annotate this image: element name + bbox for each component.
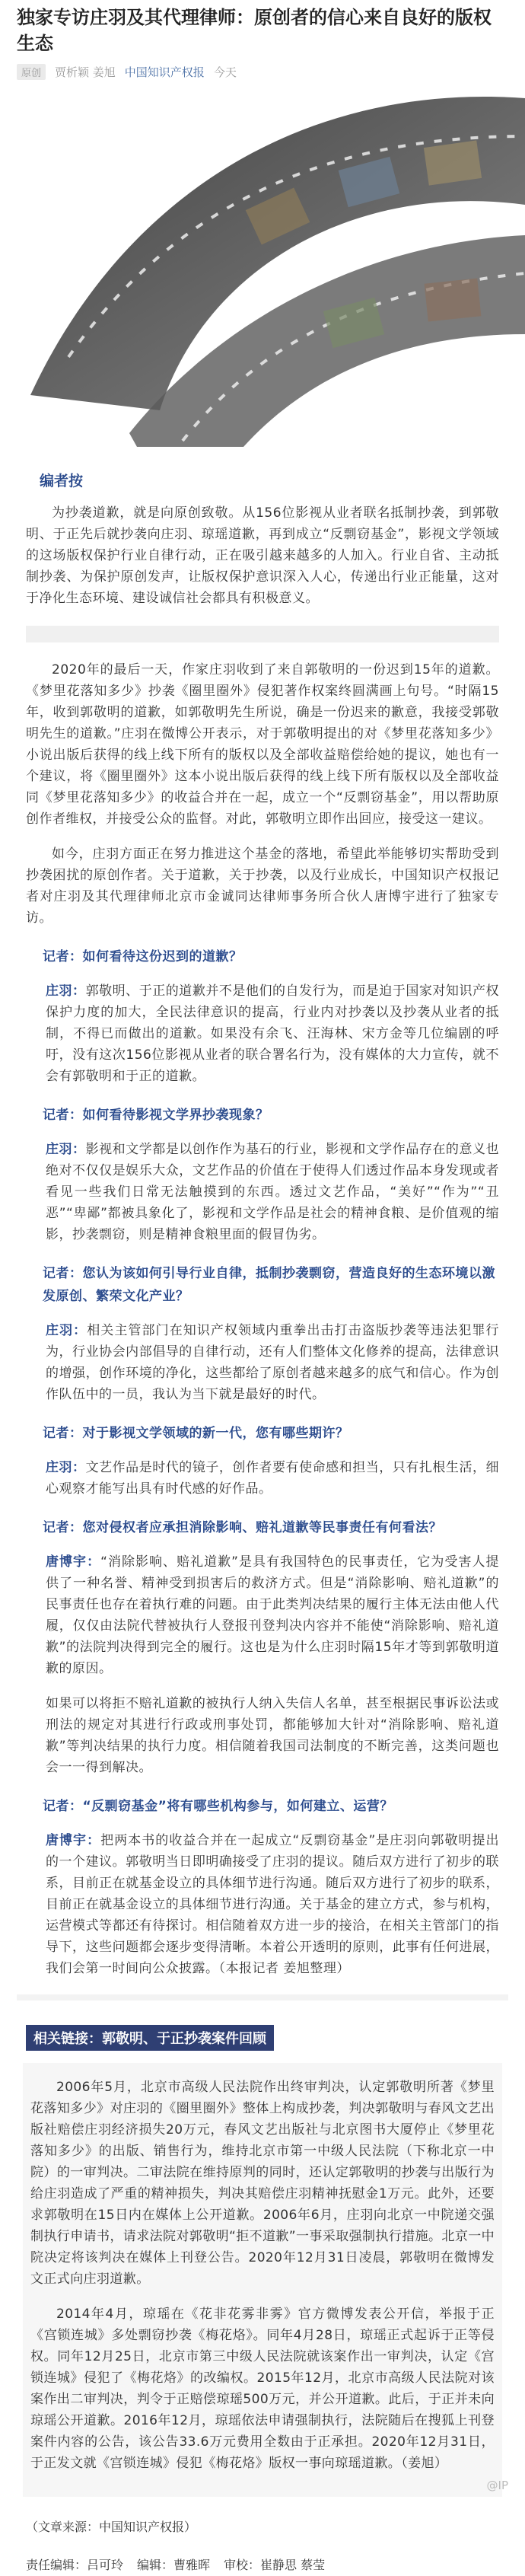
hero-image xyxy=(0,91,525,447)
original-tag: 原创 xyxy=(17,64,46,80)
speaker: 庄羽： xyxy=(46,984,86,999)
answer-text: 相关主管部门在知识产权领域内重拳出击打击盗版抄袭等违法犯罪行为，行业协会内部倡导的自律行动，还有人们整体文化修养的提高，法律意识的增强，创作环境的净化，这些都给了原创者越来越多的底气和信心。作为创作队伍中的一员，我认为当下就是最好的时代。 xyxy=(46,1323,499,1402)
related-heading: 相关链接：郭敬明、于正抄袭案件回顾 xyxy=(26,2025,274,2051)
answer-text: 如果可以将拒不赔礼道歉的被执行人纳入失信人名单，甚至根据民事诉讼法或刑法的规定对其进行行政或刑事处罚，都能够加大针对“消除影响、赔礼道歉”等判决结果的执行力度。相信随着我国司法制度的不断完善，这类问题也会一一得到解决。 xyxy=(46,1696,499,1775)
source-link[interactable]: 中国知识产权报 xyxy=(124,65,205,79)
editor-note-heading: 编者按 xyxy=(40,473,84,489)
question: 记者：“反剽窃基金”将有哪些机构参与，如何建立、运营？ xyxy=(43,1799,393,1814)
publish-time: 今天 xyxy=(213,65,237,79)
answer-text: 文艺作品是时代的镜子，创作者要有使命感和担当，只有扎根生活，细心观察才能写出具有时代感的好作品。 xyxy=(46,1460,500,1497)
answer xyxy=(26,1139,499,1245)
answer xyxy=(26,1320,499,1405)
intro-paragraph: 如今，庄羽方面正在努力推进这个基金的落地，希望此举能够切实帮助受到抄袭困扰的原创作者。关于道歉，关于抄袭，以及行业成长，中国知识产权报记者对庄羽及其代理律师北京市金诚同达律师事务所合伙人唐博宇进行了独家专访。 xyxy=(26,846,499,926)
question: 记者：您对侵权者应承担消除影响、赔礼道歉等民事责任有何看法？ xyxy=(43,1520,442,1535)
editor: 编辑：曹雅晖 xyxy=(137,2558,211,2572)
question: 记者：您认为该如何引导行业自律，抵制抄袭剽窃，营造良好的生态环境以激发原创、繁荣文化产业？ xyxy=(43,1266,495,1304)
related-paragraph: 2014年4月，琼瑶在《花非花雾非雾》官方微博发表公开信，举报于正《宫锁连城》多处剽窃抄袭《梅花烙》。同年4月28日，琼瑶正式起诉于正等侵权。同年12月25日，北京市第三中级人民法院就该案作出一审判决，认定《宫锁连城》侵犯了《梅花烙》的改编权。2015年12月，北京市高级人民法院对该案作出二审判决，判令于正赔偿琼瑶500万元，并公开道歉。此后，于正并未向琼瑶公开道歉。2016年12月，琼瑶依法申请强制执行，法院随后在搜狐上刊登案件内容的公告，该公告33.6万元费用全数由于正承担。2020年12月31日，于正发文就《宫锁连城》侵犯《梅花烙》版权一事向琼瑶道歉。（姜旭） xyxy=(30,2307,495,2471)
answer xyxy=(26,1693,499,1778)
answer-text: 郭敬明、于正的道歉并不是他们的自发行为，而是迫于国家对知识产权保护力度的加大，全民法律意识的提高，行业内对抄袭以及抄袭从业者的抵制，不得已而做出的道歉。如果没有余飞、汪海林、宋方金等几位编剧的呼吁，没有这次156位影视从业者的联合署名行为，没有媒体的大力宣传，就不会有郭敬明和于正的道歉。 xyxy=(46,984,500,1084)
speaker: 庄羽： xyxy=(46,1323,88,1338)
article-source: （文章来源：中国知识产权报） xyxy=(26,2520,197,2534)
answer xyxy=(26,980,499,1087)
responsible-editor: 责任编辑：吕可玲 xyxy=(26,2558,124,2572)
weibo-watermark: @IP xyxy=(486,2479,508,2492)
article-title: 独家专访庄羽及其代理律师：原创者的信心来自良好的版权生态 xyxy=(17,7,492,54)
speaker: 庄羽： xyxy=(46,1142,86,1157)
answer xyxy=(26,1830,499,1979)
speaker: 唐博宇： xyxy=(46,1833,101,1848)
question: 记者：对于影视文学领域的新一代，您有哪些期许？ xyxy=(43,1426,349,1441)
speaker: 唐博宇： xyxy=(46,1554,101,1570)
answer-text: 把两本书的收益合并在一起成立“反剽窃基金”是庄羽向郭敬明提出的一个建议。郭敬明当日即明确接受了庄羽的提议。随后双方进行了初步的联系，目前正在就基金设立的具体细节进行沟通。随后双方进行了初步的联系，目前正在就基金设立的具体细节进行沟通。关于基金的建立方式，参与机构，运营模式等都还有待探讨。相信随着双方进一步的接洽，在相关主管部门的指导下，这些问题都会逐步变得清晰。本着公开透明的原则，此事有任何进展，我们会第一时间向公众披露。（本报记者 姜旭整理） xyxy=(46,1833,499,1976)
editor-note-paragraph: 为抄袭道歉，就是向原创致敬。从156位影视从业者联名抵制抄袭，到郭敬明、于正先后就抄袭向庄羽、琼瑶道歉，再到成立“反剽窃基金”，影视文学领域的这场版权保护行业自律行动，正在吸引越来越多的人加入。行业自省、主动抵制抄袭、为保护原创发声，让版权保护意识深入人心，传递出行业正能量，这对于净化生态环境、建设诚信社会都具有积极意义。 xyxy=(26,505,499,606)
article-footer xyxy=(26,2517,499,2576)
related-paragraph: 2006年5月，北京市高级人民法院作出终审判决，认定郭敬明所著《梦里花落知多少》对庄羽的《圈里圈外》整体上构成抄袭，判决郭敬明与春风文艺出版社赔偿庄羽经济损失20万元，春风文艺出版社与北京图书大厦停止《梦里花落知多少》的出版、销售行为，维持北京市第一中级人民法院（下称北京一中院）的一审判决。二审法院在维持原判的同时，还认定郭敬明的抄袭与出版行为给庄羽造成了严重的精神损失，判决其赔偿庄羽精神抚慰金1万元。此外，还要求郭敬明在15日内在媒体上公开道歉。2006年6月，庄羽向北京一中院递交强制执行申请书，请求法院对郭敬明“拒不道歉”一事采取强制执行措施。北京一中院决定将该判决在媒体上刊登公告。2020年12月31日凌晨，郭敬明在微博发文正式向庄羽道歉。 xyxy=(30,2080,495,2287)
answer-text: “消除影响、赔礼道歉”是具有我国特色的民事责任，它为受害人提供了一种名誉、精神受到损害后的救济方式。但是“消除影响、赔礼道歉”的民事责任也存在着执行难的问题。由于此类判决结果的履行主体无法由他人代履，仅仅由法院代替被执行人登报刊登判决内容并不能使“消除影响、赔礼道歉”的法院判决得到完全的履行。这也是为什么庄羽时隔15年才等到郭敬明道歉的原因。 xyxy=(46,1554,499,1676)
section-divider xyxy=(26,626,499,642)
editor-credits xyxy=(26,2555,499,2576)
related-box xyxy=(23,2063,502,2497)
intro-paragraph: 2020年的最后一天，作家庄羽收到了来自郭敬明的一份迟到15年的道歉。《梦里花落知多少》抄袭《圈里圈外》侵犯著作权案终圆满画上句号。“时隔15年，收到郭敬明的道歉，如郭敬明先生所说，确是一份迟来的歉意，我接受郭敬明先生的道歉。”庄羽在微博公开表示，对于郭敬明提出的对《梦里花落知多少》小说出版后获得的线上线下所有的版权以及全部收益赔偿给她的提议，她也有一个建议，将《圈里圈外》这本小说出版后获得的线上线下所有版权以及全部收益同《梦里花落知多少》的收益合并在一起，成立一个“反剽窃基金”，用以帮助原创作者维权，并接受公众的监督。对此，郭敬明立即作出回应，接受这一建议。 xyxy=(26,662,499,827)
article-meta xyxy=(17,64,508,80)
reviewer: 审校：崔静思 蔡莹 xyxy=(224,2558,326,2572)
section-divider xyxy=(17,1994,508,2001)
author-names: 贾析颖 姜旭 xyxy=(55,65,116,79)
answer xyxy=(26,1457,499,1500)
question: 记者：如何看待影视文学界抄袭现象？ xyxy=(43,1108,269,1123)
film-reel-illustration xyxy=(0,91,525,447)
question: 记者：如何看待这份迟到的道歉？ xyxy=(43,949,243,964)
speaker: 庄羽： xyxy=(46,1460,86,1475)
answer xyxy=(26,1551,499,1679)
answer-text: 影视和文学都是以创作作为基石的行业，影视和文学作品存在的意义也绝对不仅仅是娱乐大众，文艺作品的价值在于使得人们透过作品本身发现或者看见一些我们日常无法触摸到的东西。透过文艺作品，“美好”“作为”“丑恶”“卑鄙”都被具象化了，影视和文学作品是社会的精神食粮、是价值观的缩影，抄袭剽窃，则是精神食粮里面的假冒伪劣。 xyxy=(46,1142,500,1242)
